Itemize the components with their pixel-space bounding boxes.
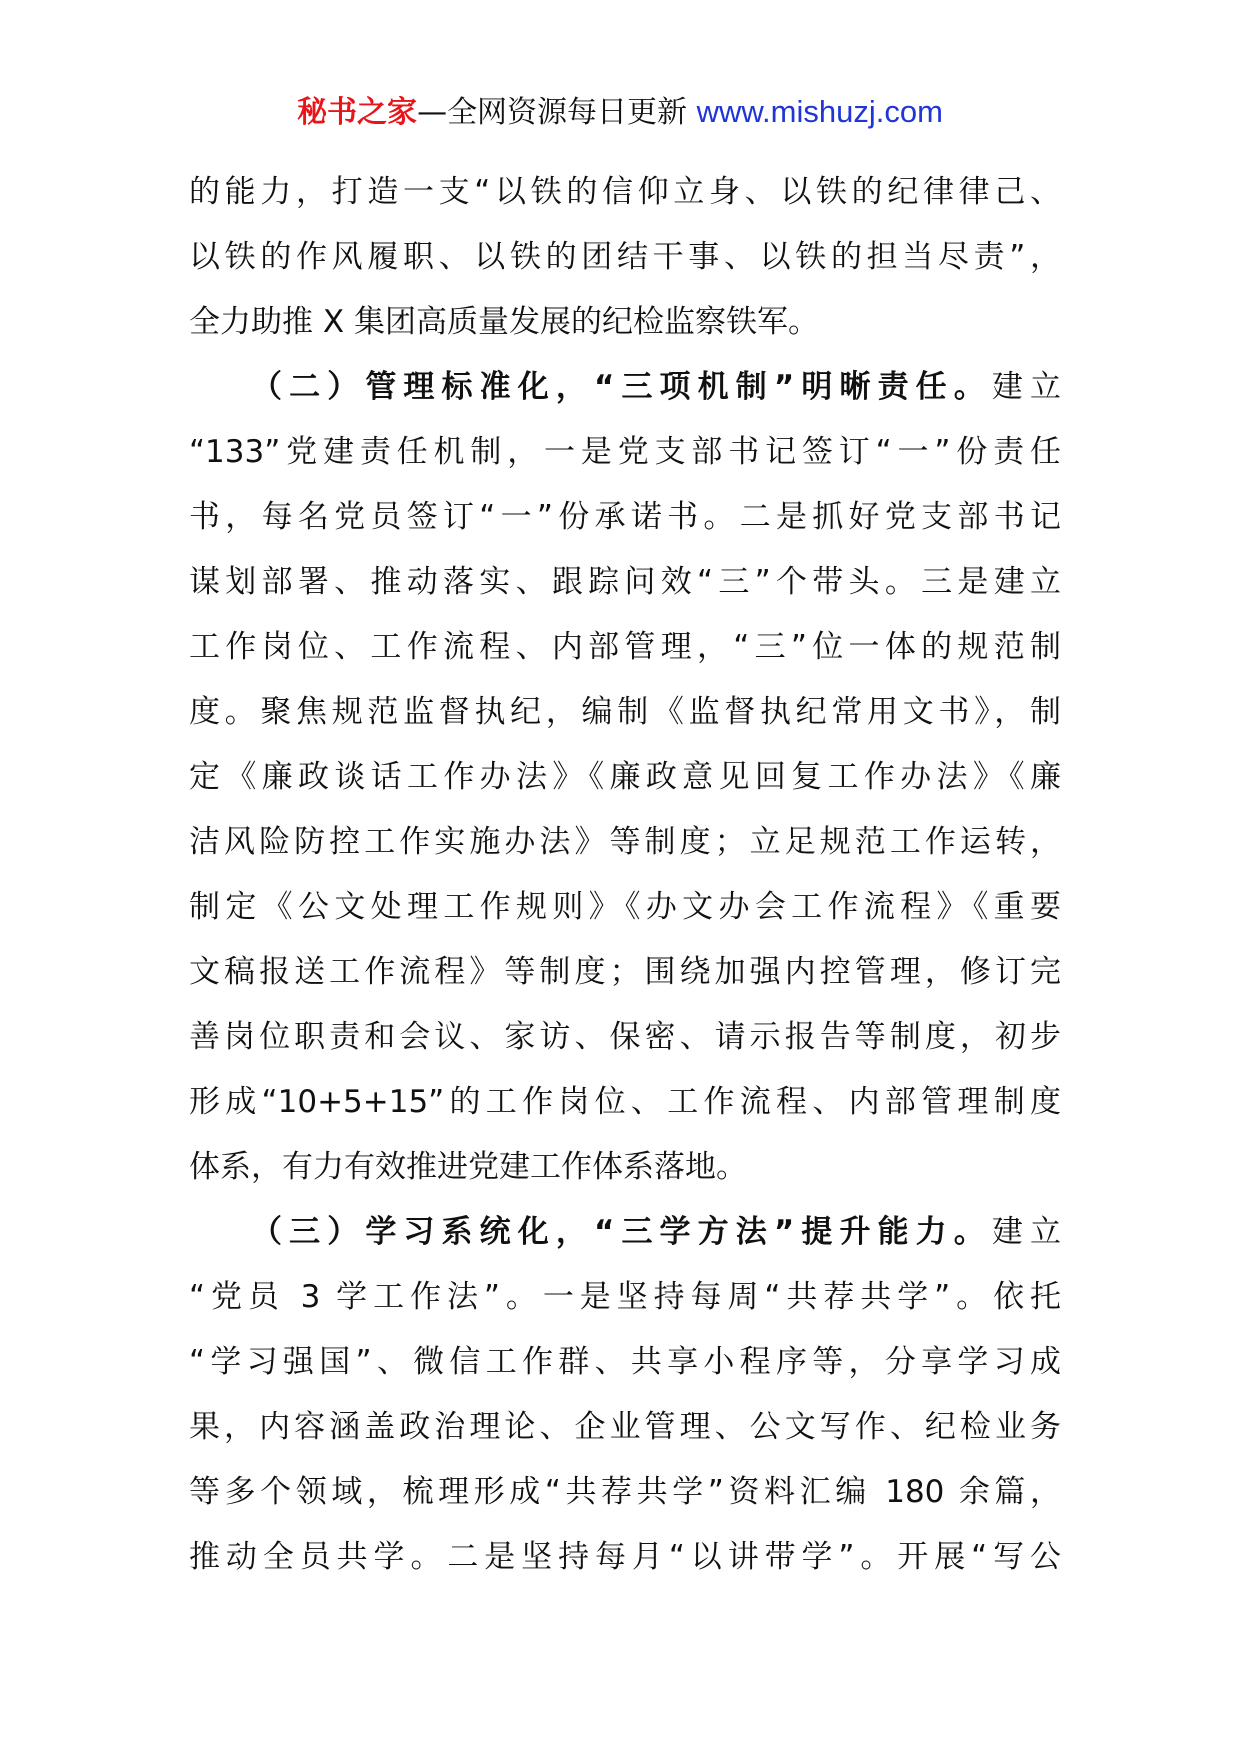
- section-2-first-line: [189, 355, 1061, 420]
- paragraph-line: 书，每名党员签订“一”份承诺书。二是抓好党支部书记: [189, 499, 1061, 535]
- paragraph-line: 全力助推 X 集团高质量发展的纪检监察铁军。: [189, 304, 819, 340]
- paragraph-line: 定《廉政谈话工作办法》《廉政意见回复工作办法》《廉: [189, 759, 1061, 795]
- paragraph-line: 果，内容涵盖政治理论、企业管理、公文写作、纪检业务: [189, 1409, 1061, 1445]
- paragraph-line: “133”党建责任机制，一是党支部书记签订“一”份责任: [189, 434, 1061, 470]
- site-url-link[interactable]: www.mishuzj.com: [696, 94, 943, 129]
- paragraph-line: 以铁的作风履职、以铁的团结干事、以铁的担当尽责”，: [189, 239, 1061, 275]
- paragraph-line: “党员 3 学工作法”。一是坚持每周“共荐共学”。依托: [189, 1279, 1061, 1315]
- paragraph-line: 等多个领域，梳理形成“共荐共学”资料汇编 180 余篇，: [189, 1474, 1061, 1510]
- paragraph-line: 文稿报送工作流程》等制度；围绕加强内控管理，修订完: [189, 954, 1061, 990]
- page-header: [0, 92, 1240, 133]
- paragraph-line: 形成“10+5+15”的工作岗位、工作流程、内部管理制度: [189, 1084, 1061, 1120]
- site-tagline: —全网资源每日更新: [417, 95, 697, 130]
- section-3-heading: （三）学习系统化，“三学方法”提升能力。: [251, 1214, 992, 1250]
- document-body: [189, 160, 1061, 1590]
- paragraph-line: 谋划部署、推动落实、跟踪问效“三”个带头。三是建立: [189, 564, 1061, 600]
- section-2-lead-text: 建立: [991, 369, 1061, 405]
- paragraph-line: 制定《公文处理工作规则》《办文办会工作流程》《重要: [189, 889, 1061, 925]
- section-2-heading: （二）管理标准化，“三项机制”明晰责任。: [251, 369, 992, 405]
- paragraph-line: 善岗位职责和会议、家访、保密、请示报告等制度，初步: [189, 1019, 1061, 1055]
- section-3-first-line: [189, 1200, 1061, 1265]
- paragraph-line: 洁风险防控工作实施办法》等制度；立足规范工作运转，: [189, 824, 1061, 860]
- paragraph-line: 的能力，打造一支“以铁的信仰立身、以铁的纪律律己、: [189, 174, 1061, 210]
- section-3-lead-text: 建立: [991, 1214, 1061, 1250]
- paragraph-line: 工作岗位、工作流程、内部管理，“三”位一体的规范制: [189, 629, 1061, 665]
- site-brand[interactable]: 秘书之家: [297, 95, 418, 130]
- paragraph-line: 推动全员共学。二是坚持每月“以讲带学”。开展“写公: [189, 1539, 1061, 1575]
- paragraph-line: “学习强国”、微信工作群、共享小程序等，分享学习成: [189, 1344, 1061, 1380]
- paragraph-line: 体系，有力有效推进党建工作体系落地。: [189, 1149, 747, 1185]
- paragraph-line: 度。聚焦规范监督执纪，编制《监督执纪常用文书》，制: [189, 694, 1061, 730]
